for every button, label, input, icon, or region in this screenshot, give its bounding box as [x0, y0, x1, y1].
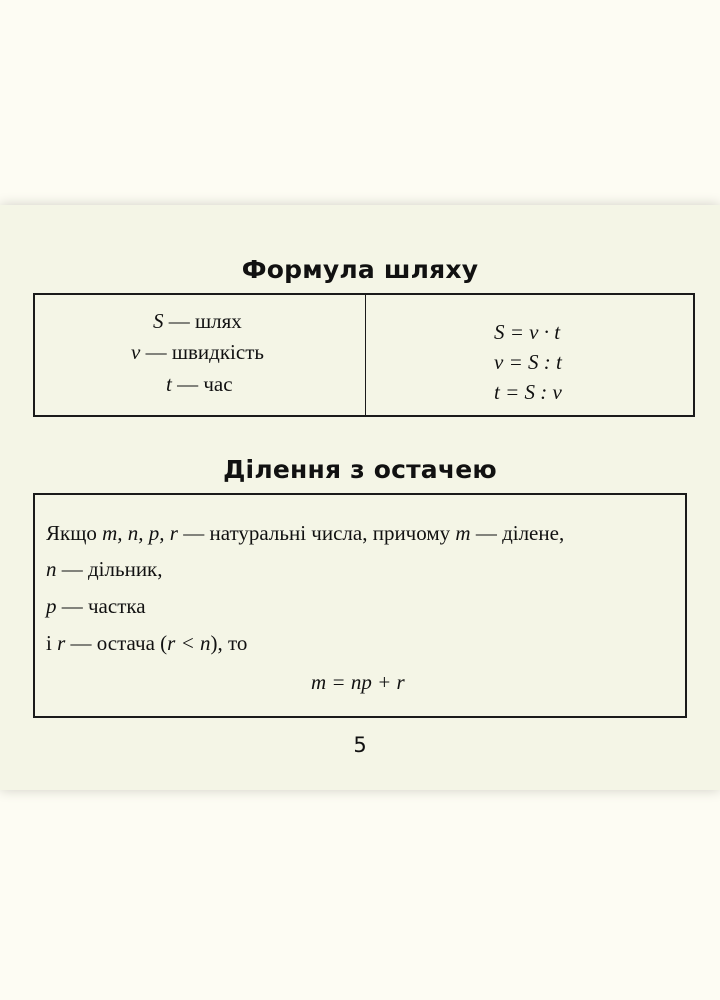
- definition-v: v — швидкість: [131, 340, 264, 364]
- division-formula: m = np + r: [311, 670, 405, 694]
- division-remainder-box: [33, 493, 687, 718]
- statement-line-4: і r — остача (r < n), то: [46, 631, 248, 655]
- statement-line-1: Якщо m, n, p, r — натуральні числа, причому m — ділене,: [46, 521, 565, 545]
- formula-v: v = S : t: [494, 350, 562, 374]
- section-title-division-remainder: Ділення з остачею: [223, 455, 497, 484]
- definition-t: t — час: [166, 372, 233, 396]
- page-number: 5: [353, 733, 367, 757]
- section-title-path-formula: Формула шляху: [241, 255, 479, 284]
- statement-line-3: p — частка: [46, 594, 146, 618]
- definition-s: S — шлях: [153, 309, 242, 333]
- path-formula-table: [33, 293, 695, 417]
- definitions-cell: [35, 295, 366, 415]
- formula-t: t = S : v: [494, 380, 562, 404]
- formula-s: S = v · t: [494, 320, 561, 344]
- formulas-cell: [366, 295, 693, 415]
- statement-line-2: n — дільник,: [46, 557, 163, 581]
